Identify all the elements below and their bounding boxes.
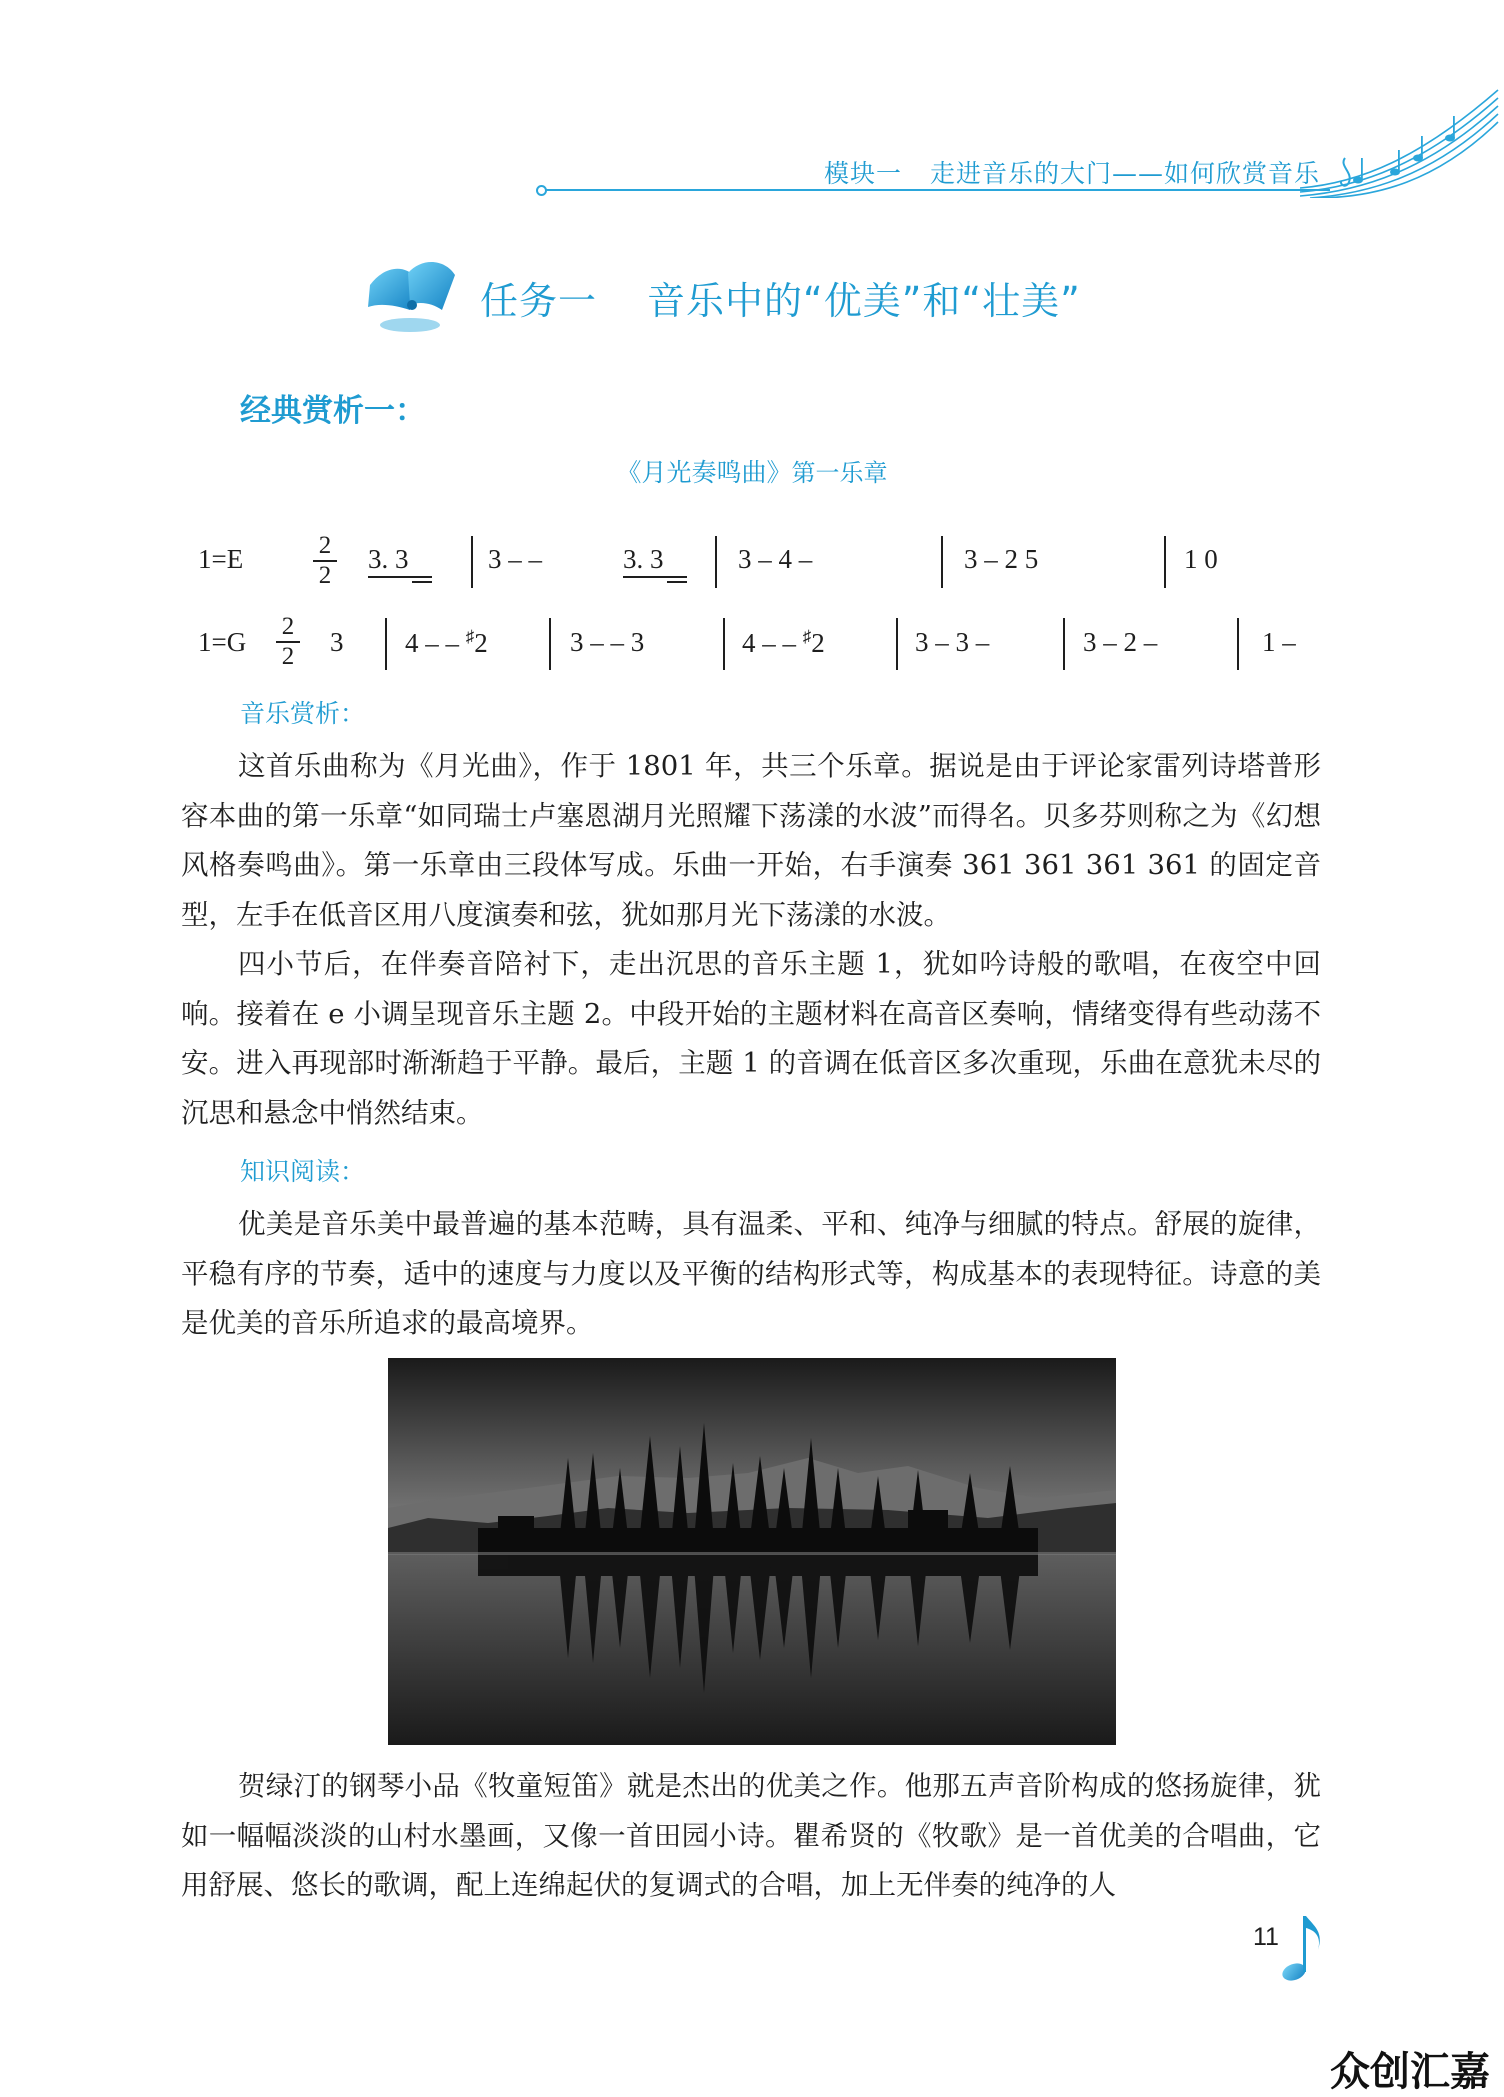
- task-title-text: 音乐中的“优美”和“壮美”: [647, 279, 1081, 323]
- barline: [941, 536, 943, 588]
- measure-1-4: 1 0: [1184, 544, 1218, 574]
- underline-m1: [623, 576, 687, 578]
- music-analysis-paragraph-1: 这首乐曲称为《月光曲》，作于 1801 年，共三个乐章。据说是由于评论家雷列诗塔普形容本曲的第一乐章“如同瑞士卢塞恩湖月光照耀下荡漾的水波”而得名。贝多芬则称之为《幻想风格奏鸣曲》。第一乐章由三段体写成。乐曲一开始，右手演奏 361 361 361 361 的固定音型，左手在低音区用八度演奏和弦，犹如那月光下荡漾的水波。: [181, 750, 1321, 931]
- music-note-icon: [1280, 1908, 1326, 1988]
- piece-title-name: 《月光奏鸣曲》: [616, 458, 792, 487]
- barline: [715, 536, 717, 588]
- barline: [549, 618, 551, 670]
- underline2-m1: [667, 581, 687, 583]
- page-number: 11: [1253, 1923, 1279, 1951]
- task-number: 任务一: [480, 279, 598, 323]
- sharp-sign: ♯: [802, 627, 812, 646]
- music-staff-decoration-icon: [1300, 88, 1500, 198]
- measure-1-1b: 3. 3: [623, 544, 664, 574]
- underline-pickup-1: [368, 576, 432, 578]
- measure-pickup-2: 3: [330, 627, 344, 657]
- barline: [385, 618, 387, 670]
- measure-2-4: 3 – 3 –: [915, 627, 990, 657]
- header-module: 模块一: [823, 159, 902, 188]
- piece-movement: 第一乐章: [791, 459, 888, 487]
- header-title: 走进音乐的大门——如何欣赏音乐: [929, 159, 1320, 188]
- lake-landscape-photo: [388, 1358, 1116, 1745]
- knowledge-reading-heading: 知识阅读：: [240, 1157, 366, 1186]
- measure-1-3: 3 – 2 5: [964, 544, 1039, 574]
- bells-icon: [360, 255, 465, 335]
- underline2-pickup-1: [412, 581, 432, 583]
- running-header: [700, 154, 1320, 190]
- sharp-sign: ♯: [465, 627, 475, 646]
- watermark: 众创汇嘉: [1330, 2049, 1490, 2095]
- section-heading: 经典赏析一：: [240, 393, 426, 429]
- measure-1-1a: 3 – –: [488, 544, 542, 574]
- time-signature-1: 2 2: [313, 533, 337, 589]
- knowledge-reading-paragraph-1: 优美是音乐美中最普遍的基本范畴，具有温柔、平和、纯净与细腻的特点。舒展的旋律，平稳有序的节奏，适中的速度与力度以及平衡的结构形式等，构成基本的表现特征。诗意的美是优美的音乐所追求的最高境界。: [181, 1208, 1321, 1339]
- measure-2-3: 4 – – ♯2: [742, 627, 825, 658]
- header-rule: [540, 189, 1330, 191]
- key-signature-1: 1=E: [198, 544, 244, 574]
- time-signature-2: 2 2: [276, 614, 300, 670]
- task-title: [480, 270, 1081, 325]
- barline: [471, 536, 473, 588]
- knowledge-reading-paragraph-2: 贺绿汀的钢琴小品《牧童短笛》就是杰出的优美之作。他那五声音阶构成的悠扬旋律，犹如一幅幅淡淡的山村水墨画，又像一首田园小诗。瞿希贤的《牧歌》是一首优美的合唱曲，它用舒展、悠长的歌调，配上连绵起伏的复调式的合唱，加上无伴奏的纯净的人: [181, 1770, 1321, 1901]
- measure-pickup-1: 3. 3: [368, 544, 409, 574]
- piece-title: [0, 453, 1504, 489]
- barline: [1164, 536, 1166, 588]
- barline: [1063, 618, 1065, 670]
- barline: [896, 618, 898, 670]
- measure-1-2: 3 – 4 –: [738, 544, 813, 574]
- measure-2-5: 3 – 2 –: [1083, 627, 1158, 657]
- key-signature-2: 1=G: [198, 627, 247, 657]
- measure-2-6: 1 –: [1262, 627, 1296, 657]
- header-rule-dot: [536, 185, 547, 196]
- barline: [723, 618, 725, 670]
- music-analysis-heading: 音乐赏析：: [240, 699, 366, 728]
- music-analysis-paragraph-2: 四小节后，在伴奏音陪衬下，走出沉思的音乐主题 1，犹如吟诗般的歌唱，在夜空中回响。接着在 e 小调呈现音乐主题 2。中段开始的主题材料在高音区奏响，情绪变得有些动荡不安。进入再现部时渐渐趋于平静。最后，主题 1 的音调在低音区多次重现，乐曲在意犹未尽的沉思和悬念中悄然结束。: [181, 948, 1321, 1129]
- barline: [1237, 618, 1239, 670]
- measure-2-1: 4 – – ♯2: [405, 627, 488, 658]
- measure-2-2: 3 – – 3: [570, 627, 645, 657]
